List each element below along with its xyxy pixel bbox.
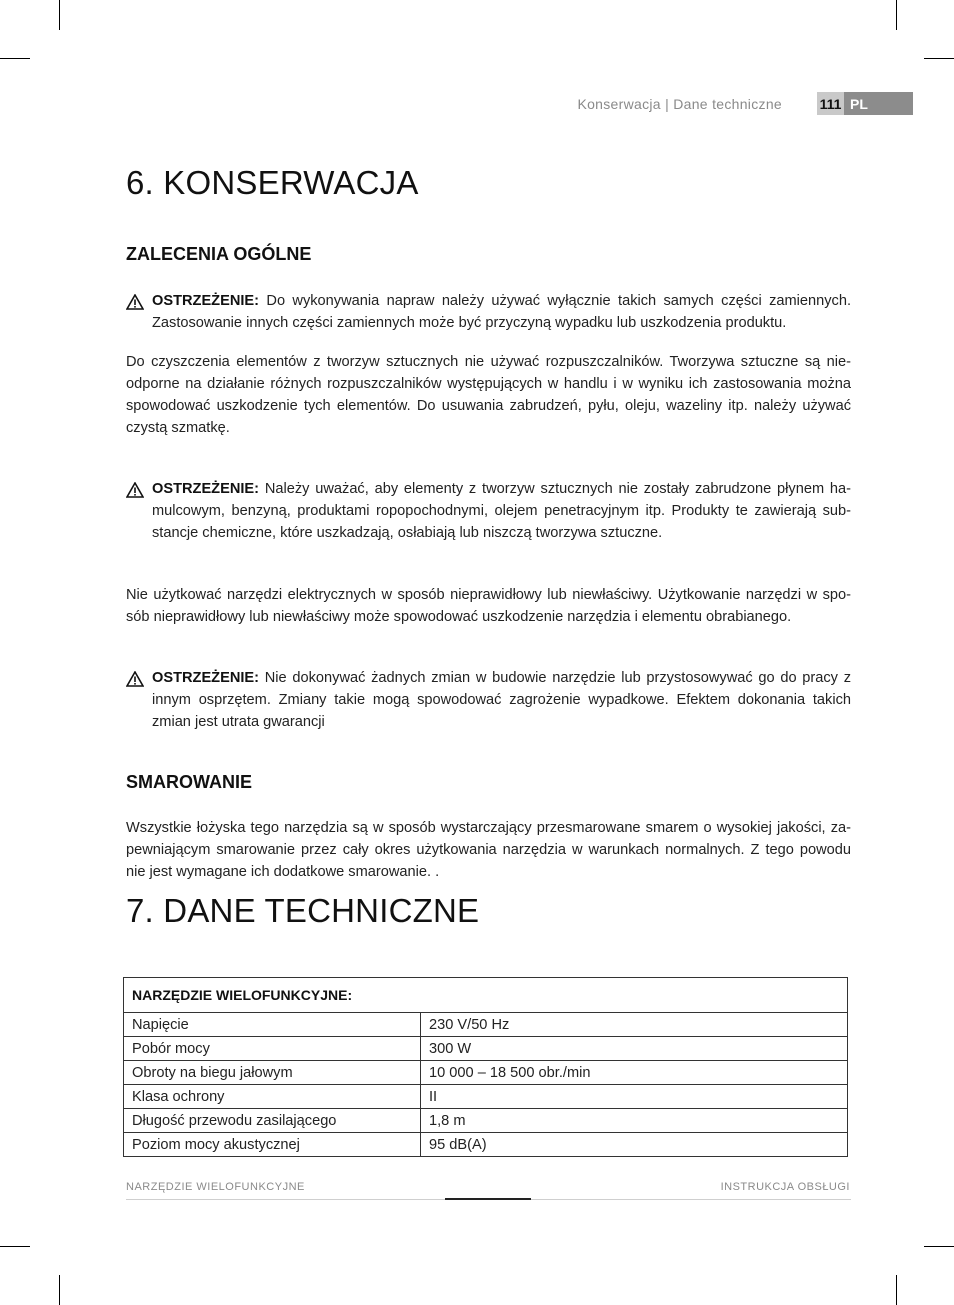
spec-label: Klasa ochrony <box>124 1085 421 1109</box>
warning-block <box>126 478 851 544</box>
warning-label: OSTRZEŻENIE: <box>152 481 260 497</box>
table-header-row <box>124 978 848 1013</box>
language-tag: PL <box>844 92 913 115</box>
lubrication-paragraph: Wszystkie łożyska tego narzędzia są w sposób wystarczający przesmarowane smarem o wysokiej jakości, za-pewniającym smarowanie przez cały okres użytkowania narzędzia w warunkach normalnych. Z tego powodu nie jest wymagane ich dodatkowe smarowanie. . <box>126 820 851 880</box>
page-number: 111 <box>817 92 844 115</box>
crop-mark <box>924 58 954 59</box>
technical-data-table <box>123 977 848 1157</box>
spec-value: 1,8 m <box>421 1109 848 1133</box>
table-row <box>124 1013 848 1037</box>
usage-paragraph: Nie użytkować narzędzi elektrycznych w sposób nieprawidłowy lub niewłaściwy. Użytkowanie narzędzi w spo-sób nieprawidłowy lub niewłaściwy może spowodować uszkodzenie narzędzia i elementu obrabianego. <box>126 587 851 625</box>
warning-text: Należy uważać, aby elementy z tworzyw sztucznych nie zostały zabrudzone płynem ha-mulcowym, benzyną, produktami ropopochodnymi, olejem penetracyjnym itp. Produkty te zawierają sub-stancje chemiczne, które uszkadzają, osłabiają lub niszczą tworzywa sztuczne. <box>152 481 851 541</box>
warning-triangle-icon <box>126 671 144 687</box>
table-row <box>124 1037 848 1061</box>
warning-block <box>126 667 851 733</box>
crop-mark <box>59 1275 60 1305</box>
warning-label: OSTRZEŻENIE: <box>152 670 260 686</box>
spec-value: II <box>421 1085 848 1109</box>
table-header: NARZĘDZIE WIELOFUNKCYJNE: <box>124 978 848 1013</box>
table-row <box>124 1133 848 1157</box>
section-title-maintenance: 6. KONSERWACJA <box>126 164 419 201</box>
crop-mark <box>924 1246 954 1247</box>
table-row <box>124 1061 848 1085</box>
spec-label: Długość przewodu zasilającego <box>124 1109 421 1133</box>
table-row <box>124 1109 848 1133</box>
footer-manual-label: INSTRUKCJA OBSŁUGI <box>720 1181 850 1193</box>
spec-value: 300 W <box>421 1037 848 1061</box>
warning-text: Nie dokonywać żadnych zmian w budowie narzędzie lub przystosowywać go do pracy z innym osprzętem. Zmiany takie mogą spowodować zagrożenie wypadkowe. Efektem dokonania takich zmian jest utrata gwarancji <box>152 670 851 730</box>
footer-product-name: NARZĘDZIE WIELOFUNKCYJNE <box>126 1181 305 1193</box>
spec-label: Poziom mocy akustycznej <box>124 1133 421 1157</box>
general-recommendations-heading: ZALECENIA OGÓLNE <box>126 244 312 264</box>
lubrication-heading: SMAROWANIE <box>126 772 252 792</box>
spec-value: 95 dB(A) <box>421 1133 848 1157</box>
spec-value: 10 000 – 18 500 obr./min <box>421 1061 848 1085</box>
warning-label: OSTRZEŻENIE: <box>152 293 260 309</box>
footer-divider-accent <box>445 1198 531 1200</box>
spec-value: 230 V/50 Hz <box>421 1013 848 1037</box>
crop-mark <box>0 58 30 59</box>
crop-mark <box>0 1246 30 1247</box>
warning-block <box>126 290 851 334</box>
spec-label: Pobór mocy <box>124 1037 421 1061</box>
page-badge <box>817 92 913 115</box>
cleaning-paragraph: Do czyszczenia elementów z tworzyw sztucznych nie używać rozpuszczalników. Tworzywa sztuczne są nie-odporne na działanie różnych rozpuszczalników występujących w handlu i w wyniku ich zastosowania można spowodować uszkodzenie tych elementów. Do usuwania zabrudzeń, pyłu, oleju, wazeliny itp. należy używać czystą szmatkę. <box>126 354 851 436</box>
warning-triangle-icon <box>126 294 144 310</box>
warning-text: Do wykonywania napraw należy używać wyłącznie takich samych części zamiennych. Zastosowanie innych części zamiennych może być przyczyną wypadku lub uszkodzenia produktu. <box>152 293 851 331</box>
section-title-technical-data: 7. DANE TECHNICZNE <box>126 892 480 929</box>
running-header: Konserwacja | Dane techniczne <box>577 96 782 112</box>
table-row <box>124 1085 848 1109</box>
spec-label: Obroty na biegu jałowym <box>124 1061 421 1085</box>
crop-mark <box>896 1275 897 1305</box>
crop-mark <box>59 0 60 30</box>
warning-triangle-icon <box>126 482 144 498</box>
crop-mark <box>896 0 897 30</box>
spec-label: Napięcie <box>124 1013 421 1037</box>
